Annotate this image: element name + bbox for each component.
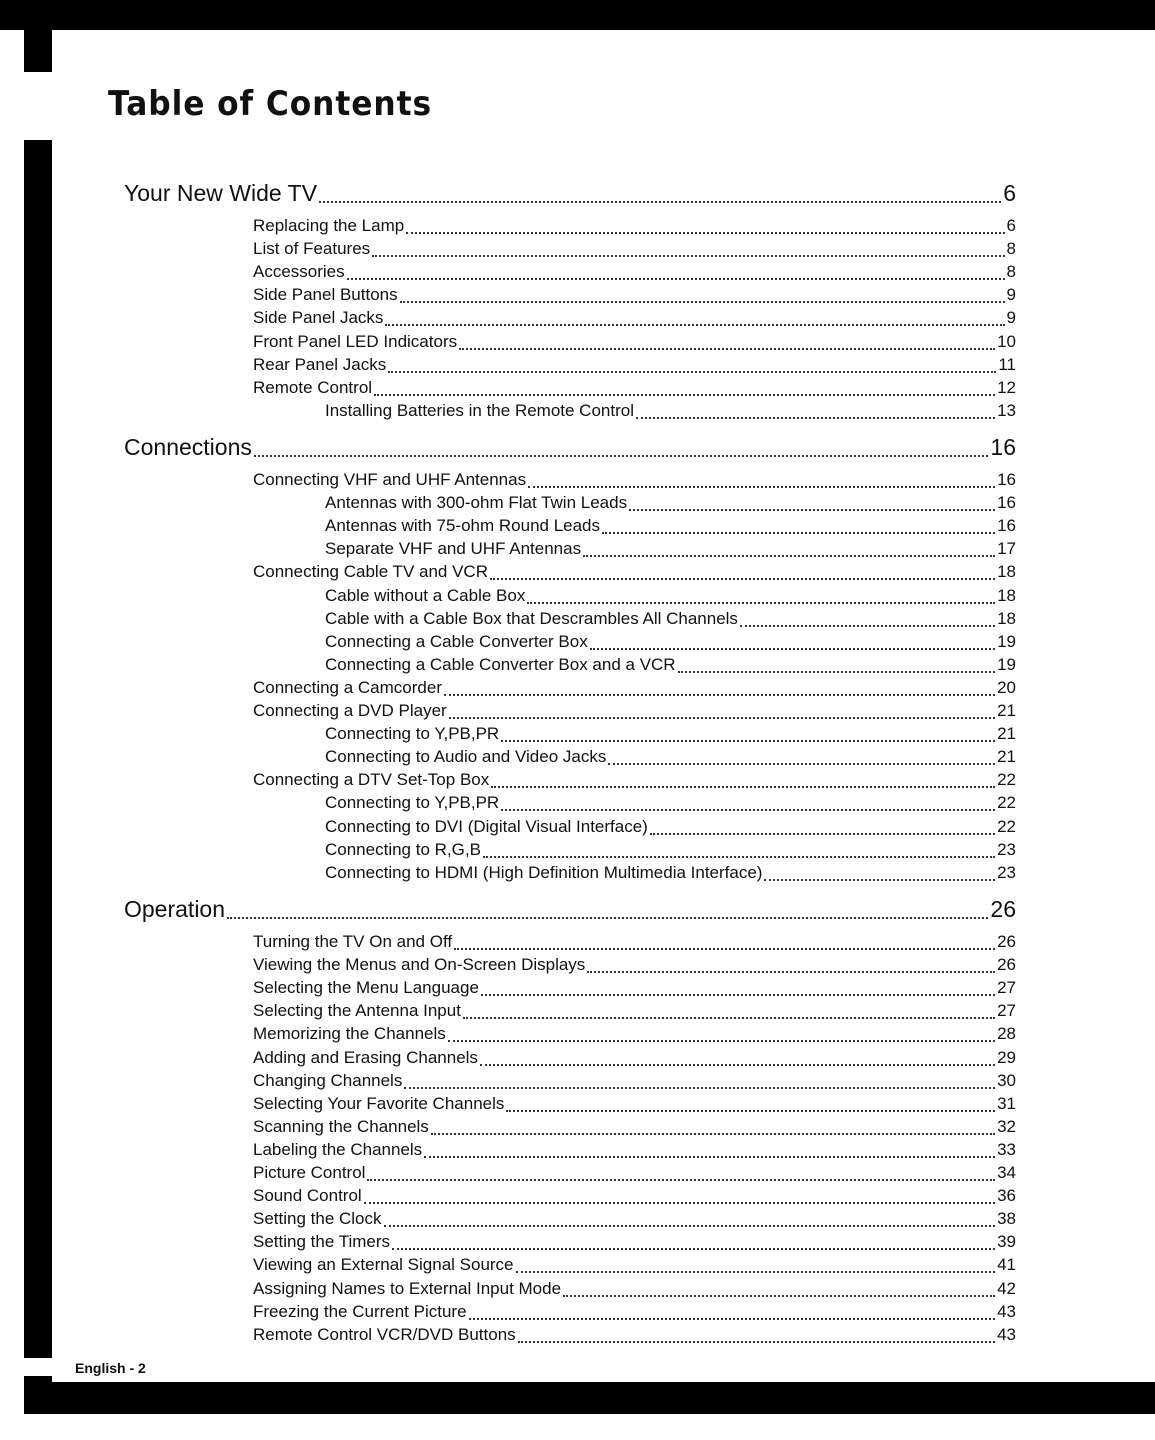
- toc-page-number: 27: [997, 1001, 1016, 1021]
- toc-entry[interactable]: [253, 953, 1016, 976]
- dot-leader: [385, 324, 1004, 326]
- toc-entry-title: Setting the Clock: [253, 1209, 382, 1229]
- toc-page-number: 20: [997, 677, 1016, 697]
- dot-leader: [406, 232, 1004, 234]
- dot-leader: [636, 417, 995, 419]
- dot-leader: [367, 1179, 995, 1181]
- toc-page-number: 41: [997, 1255, 1016, 1275]
- toc-entry[interactable]: [325, 838, 1016, 861]
- toc-page-number: 16: [997, 493, 1016, 513]
- toc-entry-title: Replacing the Lamp: [253, 216, 405, 235]
- toc-entry[interactable]: [253, 330, 1016, 353]
- toc-page-number: 23: [997, 862, 1016, 882]
- dot-leader: [764, 879, 995, 881]
- toc-page-number: 32: [997, 1116, 1016, 1136]
- toc-entry[interactable]: [253, 976, 1016, 999]
- toc-page-number: 18: [997, 585, 1016, 605]
- dot-leader: [501, 809, 995, 811]
- toc-section-heading[interactable]: [124, 432, 1016, 462]
- toc-entry-title: Connections: [124, 434, 252, 460]
- toc-entry-title: Cable with a Cable Box that Descrambles All Channels: [325, 608, 738, 628]
- toc-entry[interactable]: [325, 607, 1016, 630]
- dot-leader: [481, 994, 995, 996]
- toc-entry-title: List of Features: [253, 239, 371, 259]
- toc-entry-title: Viewing the Menus and On-Screen Displays: [253, 955, 586, 975]
- toc-page-number: 10: [997, 331, 1016, 351]
- toc-page-number: 12: [997, 377, 1016, 397]
- dot-leader: [490, 578, 995, 580]
- toc-entry-title: Scanning the Channels: [253, 1116, 429, 1136]
- toc-entry-title: Connecting to Y,PB,PR: [325, 724, 500, 744]
- toc-page-number: 38: [997, 1209, 1016, 1229]
- dot-leader: [587, 971, 995, 973]
- dot-leader: [454, 948, 995, 950]
- toc-page-number: 43: [997, 1324, 1016, 1344]
- toc-entry-title: Changing Channels: [253, 1070, 403, 1090]
- toc-entry[interactable]: [325, 815, 1016, 838]
- toc-page-number: 16: [997, 470, 1016, 489]
- toc-entry[interactable]: [325, 584, 1016, 607]
- toc-entry[interactable]: [253, 699, 1016, 722]
- toc-entry-title: Selecting the Menu Language: [253, 978, 479, 998]
- toc-entry-title: Connecting a Cable Converter Box and a VCR: [325, 654, 676, 674]
- toc-page-number: 23: [997, 839, 1016, 859]
- toc-entry[interactable]: [253, 1184, 1016, 1207]
- toc-entry-title: Connecting to HDMI (High Definition Multimedia Interface): [325, 862, 763, 882]
- toc-entry-title: Sound Control: [253, 1186, 362, 1206]
- toc-entry-title: Freezing the Current Picture: [253, 1301, 467, 1321]
- toc-entry-title: Selecting Your Favorite Channels: [253, 1093, 505, 1113]
- dot-leader: [678, 671, 995, 673]
- dot-leader: [506, 1110, 995, 1112]
- toc-entry-title: Assigning Names to External Input Mode: [253, 1278, 562, 1298]
- toc-page-number: 18: [997, 562, 1016, 582]
- toc-entry-title: Connecting a Camcorder: [253, 677, 442, 697]
- toc-entry[interactable]: [253, 468, 1016, 491]
- toc-entry[interactable]: [253, 1253, 1016, 1276]
- dot-leader: [364, 1202, 995, 1204]
- toc-entry[interactable]: [325, 399, 1016, 422]
- toc-page-number: 19: [997, 631, 1016, 651]
- dot-leader: [563, 1295, 995, 1297]
- toc-page-number: 13: [997, 400, 1016, 420]
- toc-page-number: 11: [998, 354, 1016, 374]
- toc-page-number: 19: [997, 654, 1016, 674]
- dot-leader: [431, 1133, 995, 1135]
- bottom-border-bar: [24, 1382, 1155, 1414]
- toc-page-number: 18: [997, 608, 1016, 628]
- dot-leader: [463, 1017, 995, 1019]
- toc-page-number: 28: [997, 1024, 1016, 1044]
- toc-entry[interactable]: [253, 930, 1016, 953]
- dot-leader: [608, 763, 995, 765]
- toc-entry-title: Accessories: [253, 262, 345, 282]
- toc-entry[interactable]: [253, 999, 1016, 1022]
- toc-entry-title: Side Panel Jacks: [253, 308, 384, 328]
- toc-entry-title: Memorizing the Channels: [253, 1024, 446, 1044]
- dot-leader: [491, 786, 995, 788]
- toc-entry-title: Connecting a DVD Player: [253, 701, 447, 720]
- toc-entry-title: Connecting VHF and UHF Antennas: [253, 470, 527, 489]
- toc-entry-title: Connecting a Cable Converter Box: [325, 631, 588, 651]
- toc-page-number: 26: [997, 932, 1016, 951]
- toc-page-number: 9: [1006, 285, 1016, 305]
- toc-entry-title: Connecting to Y,PB,PR: [325, 793, 500, 813]
- toc-entry-title: Adding and Erasing Channels: [253, 1047, 478, 1067]
- dot-leader: [400, 301, 1005, 303]
- toc-entry[interactable]: [253, 1046, 1016, 1069]
- toc-section-heading[interactable]: [124, 178, 1016, 208]
- toc-page-number: 34: [997, 1163, 1016, 1182]
- toc-page-number: 36: [997, 1186, 1016, 1206]
- toc-page-number: 22: [997, 816, 1016, 836]
- toc-page-number: 16: [997, 516, 1016, 536]
- toc-entry-title: Selecting the Antenna Input: [253, 1001, 461, 1021]
- dot-leader: [374, 394, 995, 396]
- dot-leader: [388, 371, 996, 373]
- toc-entry[interactable]: [253, 214, 1016, 237]
- dot-leader: [404, 1087, 995, 1089]
- dot-leader: [528, 486, 995, 488]
- toc-entry[interactable]: [325, 861, 1016, 884]
- toc-page-number: 6: [1006, 216, 1016, 235]
- toc-entry-title: Operation: [124, 896, 226, 922]
- dot-leader: [501, 740, 995, 742]
- toc-entry[interactable]: [253, 353, 1016, 376]
- toc-page-number: 9: [1006, 308, 1016, 328]
- toc-page-number: 22: [997, 793, 1016, 813]
- toc-page-number: 26: [997, 955, 1016, 975]
- toc-entry-title: Cable without a Cable Box: [325, 585, 526, 605]
- toc-entry-title: Setting the Timers: [253, 1232, 391, 1252]
- page-title: Table of Contents: [108, 84, 432, 124]
- toc-entry[interactable]: [253, 1138, 1016, 1161]
- toc-entry-title: Labeling the Channels: [253, 1139, 423, 1159]
- toc-entry[interactable]: [325, 514, 1016, 537]
- toc-page-number: 39: [997, 1232, 1016, 1252]
- dot-leader: [650, 833, 995, 835]
- toc-entry[interactable]: [325, 630, 1016, 653]
- toc-page-number: 42: [997, 1278, 1016, 1298]
- toc-page-number: 16: [990, 434, 1016, 460]
- dot-leader: [444, 694, 995, 696]
- toc-entry[interactable]: [325, 491, 1016, 514]
- dot-leader: [483, 856, 995, 858]
- toc-entry-title: Remote Control VCR/DVD Buttons: [253, 1324, 516, 1344]
- toc-entry[interactable]: [253, 676, 1016, 699]
- dot-leader: [583, 555, 995, 557]
- dot-leader: [254, 455, 989, 457]
- dot-leader: [469, 1318, 996, 1320]
- toc-entry[interactable]: [253, 1207, 1016, 1230]
- toc-entry[interactable]: [253, 260, 1016, 283]
- toc-entry[interactable]: [253, 1230, 1016, 1253]
- toc-page-number: 27: [997, 978, 1016, 998]
- dot-leader: [740, 625, 995, 627]
- toc-entry-title: Connecting Cable TV and VCR: [253, 562, 488, 582]
- toc-page-number: 21: [997, 747, 1016, 767]
- toc-entry[interactable]: [253, 1092, 1016, 1115]
- dot-leader: [527, 602, 995, 604]
- toc-entry[interactable]: [325, 653, 1016, 676]
- toc-entry-title: Installing Batteries in the Remote Control: [325, 400, 634, 420]
- dot-leader: [392, 1248, 995, 1250]
- toc-entry[interactable]: [253, 1300, 1016, 1323]
- dot-leader: [372, 255, 1004, 257]
- toc-page-number: 33: [997, 1139, 1016, 1159]
- toc-page-number: 31: [997, 1093, 1016, 1113]
- dot-leader: [384, 1225, 996, 1227]
- dot-leader: [227, 917, 988, 919]
- toc-page-number: 43: [997, 1301, 1016, 1321]
- toc-entry-title: Separate VHF and UHF Antennas: [325, 539, 582, 559]
- toc-entry[interactable]: [253, 306, 1016, 329]
- toc-page-number: 26: [990, 896, 1016, 922]
- toc-page-number: 21: [997, 701, 1016, 720]
- dot-leader: [629, 509, 995, 511]
- toc-entry-title: Connecting to Audio and Video Jacks: [325, 747, 607, 767]
- toc-page-number: 22: [997, 770, 1016, 790]
- toc-entry-title: Connecting to R,G,B: [325, 839, 481, 859]
- toc-page-number: 8: [1006, 239, 1016, 259]
- toc-entry-title: Connecting to DVI (Digital Visual Interface): [325, 816, 648, 836]
- dot-leader: [319, 201, 1001, 203]
- toc-entry[interactable]: [325, 745, 1016, 768]
- toc-entry-title: Remote Control: [253, 377, 373, 397]
- dot-leader: [449, 717, 995, 719]
- dot-leader: [518, 1341, 995, 1343]
- dot-leader: [480, 1064, 995, 1066]
- toc-entry[interactable]: [253, 376, 1016, 399]
- toc-entry-title: Rear Panel Jacks: [253, 354, 387, 374]
- toc-entry-title: Your New Wide TV: [124, 180, 318, 206]
- toc-page-number: 6: [1003, 180, 1016, 206]
- toc-entry-title: Turning the TV On and Off: [253, 932, 453, 951]
- dot-leader: [347, 278, 1005, 280]
- toc-entry[interactable]: [325, 722, 1016, 745]
- toc-entry[interactable]: [253, 283, 1016, 306]
- dot-leader: [590, 648, 995, 650]
- dot-leader: [448, 1040, 995, 1042]
- dot-leader: [516, 1271, 996, 1273]
- toc-entry[interactable]: [253, 1161, 1016, 1184]
- toc-section-heading[interactable]: [124, 894, 1016, 924]
- toc-entry[interactable]: [253, 1323, 1016, 1346]
- toc-entry[interactable]: [253, 237, 1016, 260]
- toc-entry-title: Front Panel LED Indicators: [253, 331, 458, 351]
- toc-entry-title: Connecting a DTV Set-Top Box: [253, 770, 490, 790]
- toc-entry-title: Antennas with 75-ohm Round Leads: [325, 516, 601, 536]
- toc-entry[interactable]: [253, 1277, 1016, 1300]
- toc-entry[interactable]: [253, 560, 1016, 583]
- toc-entry[interactable]: [253, 768, 1016, 791]
- toc-entry[interactable]: [253, 1115, 1016, 1138]
- toc-page-number: 21: [997, 724, 1016, 744]
- page-footer: English - 2: [75, 1360, 146, 1376]
- toc-entry-title: Side Panel Buttons: [253, 285, 398, 305]
- toc-entry[interactable]: [325, 791, 1016, 814]
- toc-page-number: 30: [997, 1070, 1016, 1090]
- toc-entry-title: Viewing an External Signal Source: [253, 1255, 514, 1275]
- toc-page-number: 17: [997, 539, 1016, 559]
- toc-page-number: 8: [1006, 262, 1016, 282]
- toc-entry[interactable]: [325, 537, 1016, 560]
- dot-leader: [459, 348, 995, 350]
- toc-entry-title: Picture Control: [253, 1163, 366, 1182]
- dot-leader: [424, 1156, 995, 1158]
- toc-entry[interactable]: [253, 1069, 1016, 1092]
- toc-entry[interactable]: [253, 1022, 1016, 1045]
- toc-page-number: 29: [997, 1047, 1016, 1067]
- dot-leader: [602, 532, 995, 534]
- toc-entry-title: Antennas with 300-ohm Flat Twin Leads: [325, 493, 628, 513]
